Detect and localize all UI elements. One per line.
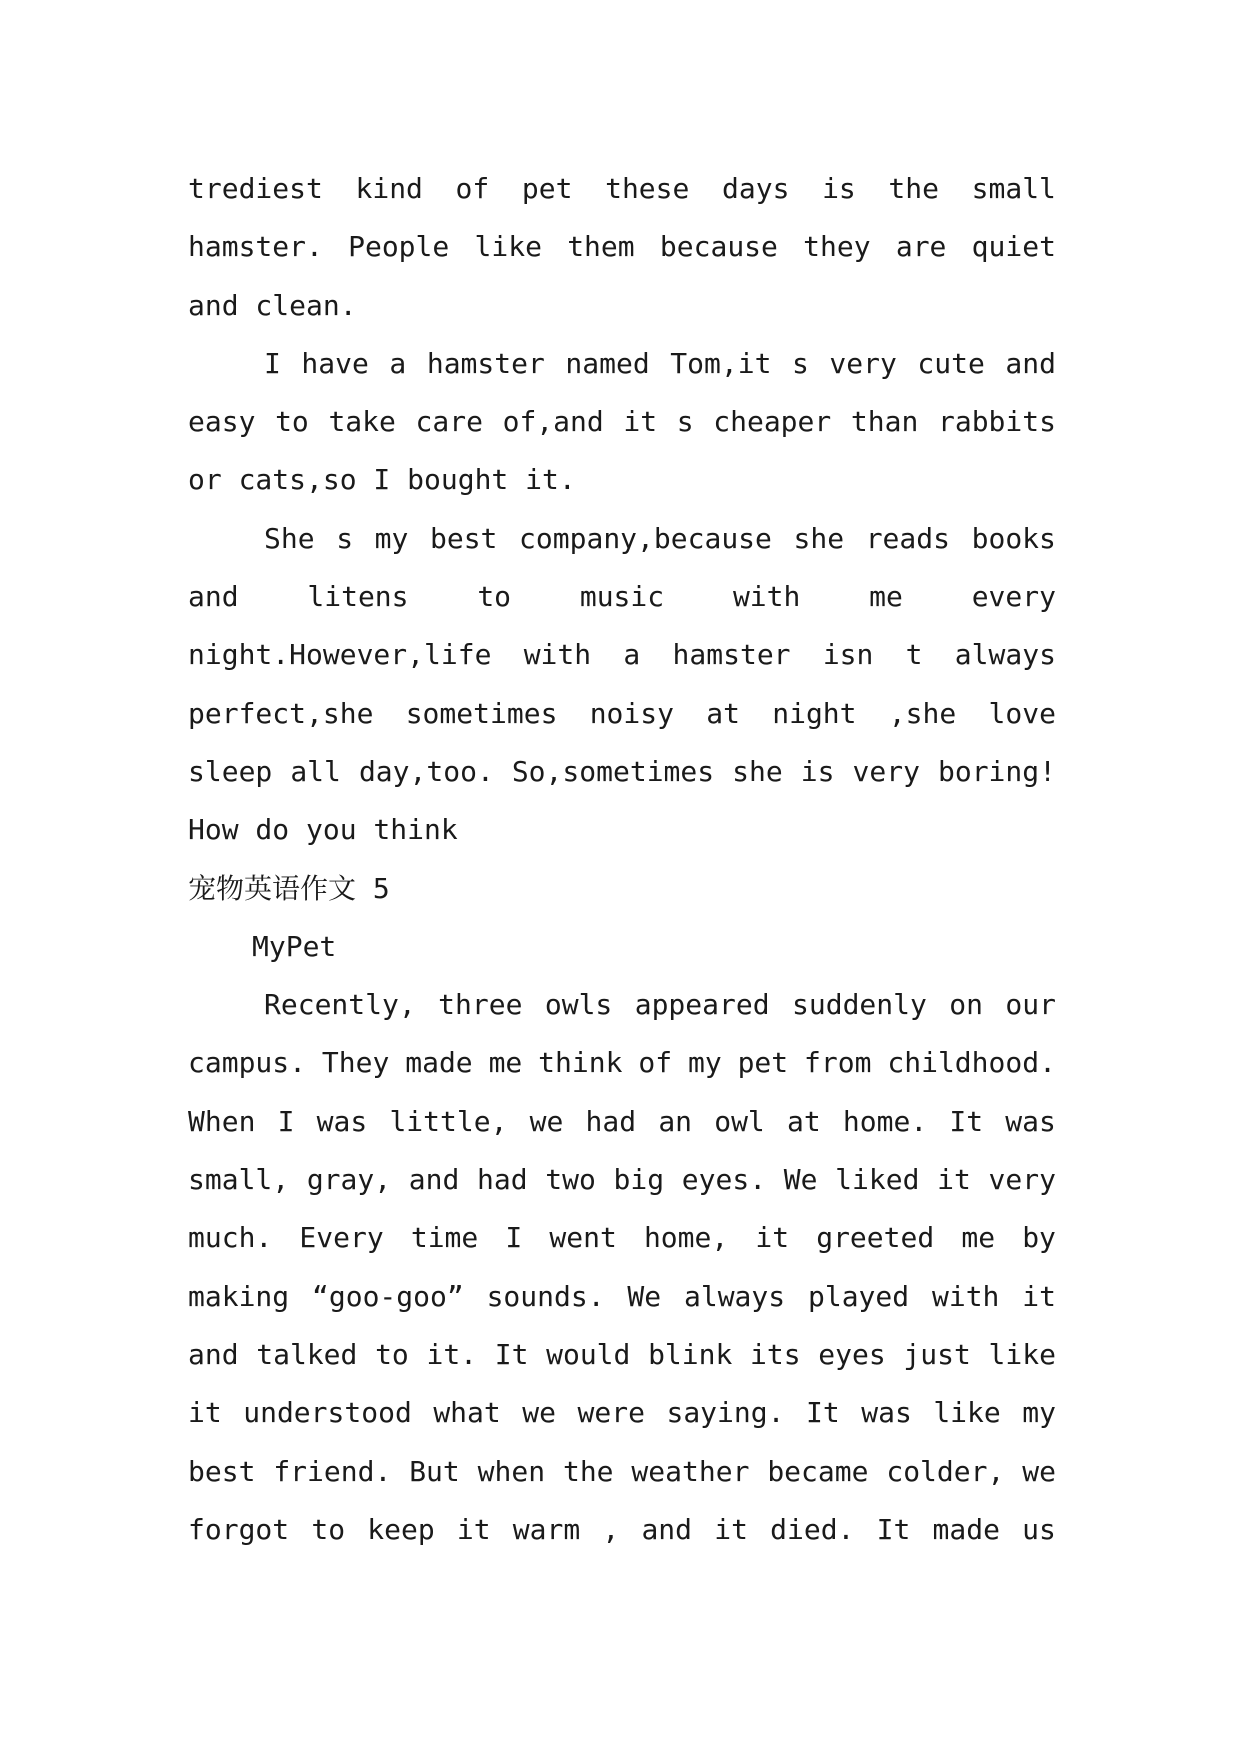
- word: home,: [643, 1221, 729, 1255]
- word: and: [1005, 346, 1056, 380]
- word: They: [321, 1046, 390, 1080]
- word: keep: [367, 1512, 435, 1546]
- word: weather: [631, 1454, 750, 1488]
- word: like: [988, 1337, 1056, 1371]
- word: isn: [822, 638, 874, 672]
- word: s: [336, 521, 354, 555]
- word: small,: [188, 1163, 290, 1197]
- word: suddenly: [792, 988, 927, 1022]
- word: very: [829, 346, 897, 380]
- word: it: [456, 1512, 491, 1546]
- word: warm: [512, 1512, 581, 1546]
- text-line: [188, 160, 1056, 218]
- word: was: [1005, 1104, 1056, 1138]
- word: talked: [256, 1337, 358, 1371]
- word: best: [429, 521, 498, 555]
- word: with: [732, 580, 801, 614]
- word: It: [949, 1104, 984, 1138]
- word: greeted: [816, 1221, 935, 1255]
- word: noisy: [589, 696, 674, 730]
- word: all: [290, 754, 341, 788]
- word: it: [755, 1221, 790, 1255]
- text-line: [188, 626, 1056, 684]
- word: my: [687, 1046, 722, 1080]
- word: me: [961, 1221, 996, 1255]
- word: reads: [865, 521, 950, 555]
- word: were: [577, 1396, 645, 1430]
- word: very: [852, 754, 920, 788]
- word: they: [803, 230, 871, 264]
- word: was: [861, 1396, 912, 1430]
- word: we: [529, 1104, 564, 1138]
- word: We: [627, 1279, 662, 1313]
- word: than: [850, 405, 919, 439]
- word: sleep: [188, 754, 273, 788]
- text-line: [188, 1093, 1056, 1151]
- word: of: [638, 1046, 673, 1080]
- word: childhood.: [887, 1046, 1056, 1080]
- word: sometimes: [405, 696, 558, 730]
- word: boring!: [937, 754, 1056, 788]
- word: it: [623, 405, 658, 439]
- word: played: [807, 1279, 910, 1313]
- word: a: [389, 346, 407, 380]
- word: and: [188, 580, 239, 614]
- word: to: [311, 1512, 346, 1546]
- word: making: [188, 1279, 290, 1313]
- word: saying.: [666, 1396, 785, 1430]
- word: had: [585, 1104, 637, 1138]
- word: pet: [737, 1046, 789, 1080]
- word: It: [494, 1337, 529, 1371]
- text-line: [188, 218, 1056, 276]
- word: what: [433, 1396, 501, 1430]
- word: home.: [842, 1104, 928, 1138]
- word: made: [932, 1512, 1000, 1546]
- word: at: [706, 696, 740, 730]
- word: my: [1022, 1396, 1056, 1430]
- word: music: [579, 580, 665, 614]
- text-line: [188, 1151, 1056, 1209]
- word: It: [876, 1512, 911, 1546]
- word: them: [567, 230, 635, 264]
- word: ,she: [888, 696, 957, 730]
- word: owls: [544, 988, 613, 1022]
- word: us: [1022, 1512, 1056, 1546]
- word: cute: [917, 346, 985, 380]
- text-line: [188, 1326, 1056, 1384]
- text-line: [188, 1268, 1056, 1326]
- text-line: [188, 393, 1056, 451]
- word: Tom,it: [670, 346, 772, 380]
- word: litens: [307, 580, 409, 614]
- word: day,too.: [358, 754, 494, 788]
- word: think: [538, 1046, 623, 1080]
- word: have: [301, 346, 369, 380]
- word: trediest: [188, 172, 323, 205]
- word: hamster: [672, 638, 791, 672]
- word: big: [613, 1163, 665, 1197]
- word: easy: [188, 405, 256, 439]
- word: on: [949, 988, 983, 1022]
- word: by: [1022, 1221, 1056, 1255]
- word: we: [522, 1396, 556, 1430]
- word: made: [405, 1046, 473, 1080]
- word: a: [623, 638, 641, 672]
- word: care: [415, 405, 483, 439]
- word: perfect,she: [188, 696, 374, 730]
- word: my: [374, 521, 409, 555]
- word: was: [316, 1104, 368, 1138]
- word: campus.: [188, 1046, 307, 1080]
- word: like: [474, 230, 542, 264]
- word: of,and: [502, 405, 604, 439]
- text-line: [188, 743, 1056, 801]
- word: we: [1022, 1454, 1056, 1488]
- word: rabbits: [937, 405, 1056, 439]
- word: to: [477, 580, 512, 614]
- word: every: [971, 580, 1056, 614]
- word: are: [895, 230, 947, 264]
- word: it: [714, 1512, 748, 1546]
- text-line: [188, 976, 1056, 1034]
- text-line: or cats,so I bought it.: [188, 463, 576, 497]
- word: appeared: [634, 988, 770, 1022]
- word: with: [523, 638, 592, 672]
- word: best: [188, 1454, 256, 1488]
- word: she: [732, 754, 783, 788]
- word: I: [264, 346, 281, 380]
- text-line: How do you think: [188, 813, 458, 847]
- word: eyes.: [681, 1163, 767, 1197]
- word: s: [792, 346, 809, 380]
- word: I: [505, 1221, 523, 1255]
- word: always: [954, 638, 1056, 672]
- word: me: [488, 1046, 523, 1080]
- text-line: [188, 1501, 1056, 1559]
- text-line: [188, 1443, 1056, 1501]
- word: take: [328, 405, 396, 439]
- word: me: [869, 580, 903, 614]
- text-line: [188, 568, 1056, 626]
- text-line: [188, 1034, 1056, 1092]
- word: the: [562, 1454, 614, 1488]
- text-line: [188, 685, 1056, 743]
- word: it: [1022, 1279, 1056, 1313]
- essay-title: MyPet: [252, 929, 337, 963]
- word: much.: [188, 1221, 273, 1255]
- word: had: [477, 1163, 528, 1197]
- word: just: [903, 1337, 971, 1371]
- word: became: [767, 1454, 869, 1488]
- text-line: and clean.: [188, 288, 357, 322]
- word: because: [659, 230, 778, 264]
- word: our: [1005, 988, 1056, 1022]
- word: blink: [648, 1337, 733, 1371]
- word: an: [658, 1104, 693, 1138]
- word: and: [188, 1337, 239, 1371]
- word: “goo-goo”: [312, 1279, 464, 1313]
- word: small: [971, 172, 1056, 205]
- word: sounds.: [486, 1279, 605, 1313]
- word: to: [275, 405, 309, 439]
- word: pet: [521, 172, 573, 205]
- word: It: [806, 1396, 840, 1430]
- word: three: [438, 988, 523, 1022]
- word: with: [931, 1279, 1000, 1313]
- word: s: [676, 405, 694, 439]
- word: it.: [426, 1337, 478, 1371]
- word: died.: [770, 1512, 855, 1546]
- word: and: [641, 1512, 693, 1546]
- word: two: [545, 1163, 596, 1197]
- word: is: [822, 172, 856, 205]
- word: books: [971, 521, 1056, 555]
- word: kind: [355, 172, 423, 205]
- word: little,: [389, 1104, 508, 1138]
- word: love: [988, 696, 1056, 730]
- word: night.However,life: [188, 638, 492, 672]
- word: Every: [299, 1221, 384, 1255]
- word: ,: [602, 1512, 620, 1546]
- word: colder,: [886, 1454, 1005, 1488]
- word: from: [804, 1046, 872, 1080]
- word: But: [409, 1454, 460, 1488]
- word: always: [683, 1279, 786, 1313]
- word: and: [408, 1163, 460, 1197]
- word: these: [605, 172, 690, 205]
- word: understood: [243, 1396, 412, 1430]
- word: would: [546, 1337, 631, 1371]
- word: hamster: [426, 346, 545, 380]
- word: it: [937, 1163, 971, 1197]
- word: gray,: [306, 1163, 392, 1197]
- word: she: [793, 521, 845, 555]
- word: liked: [835, 1163, 920, 1197]
- word: hamster.: [188, 230, 323, 264]
- word: the: [888, 172, 939, 205]
- document-body: [188, 160, 1056, 1559]
- word: We: [783, 1163, 818, 1197]
- word: t: [905, 638, 923, 672]
- word: cheaper: [713, 405, 832, 439]
- word: of: [455, 172, 490, 205]
- word: She: [264, 521, 315, 555]
- word: very: [988, 1163, 1056, 1197]
- word: like: [933, 1396, 1001, 1430]
- word: it: [188, 1396, 222, 1430]
- word: time: [410, 1221, 479, 1255]
- text-line: [188, 1209, 1056, 1267]
- word: at: [786, 1104, 821, 1138]
- word: days: [722, 172, 790, 205]
- word: named: [565, 346, 650, 380]
- word: company,because: [519, 521, 772, 555]
- text-line: [188, 335, 1056, 393]
- word: So,sometimes: [511, 754, 715, 788]
- word: People: [348, 230, 450, 264]
- word: When: [188, 1104, 256, 1138]
- section-heading: 宠物英语作文 5: [188, 871, 390, 905]
- word: I: [277, 1104, 295, 1138]
- word: friend.: [273, 1454, 392, 1488]
- word: when: [477, 1454, 546, 1488]
- word: night: [772, 696, 857, 730]
- word: its: [750, 1337, 801, 1371]
- word: owl: [714, 1104, 765, 1138]
- word: Recently,: [264, 988, 416, 1022]
- text-line: [188, 510, 1056, 568]
- word: forgot: [188, 1512, 290, 1546]
- word: quiet: [971, 230, 1056, 264]
- word: to: [375, 1337, 409, 1371]
- word: eyes: [818, 1337, 886, 1371]
- text-line: [188, 1384, 1056, 1442]
- word: went: [549, 1221, 617, 1255]
- word: is: [800, 754, 835, 788]
